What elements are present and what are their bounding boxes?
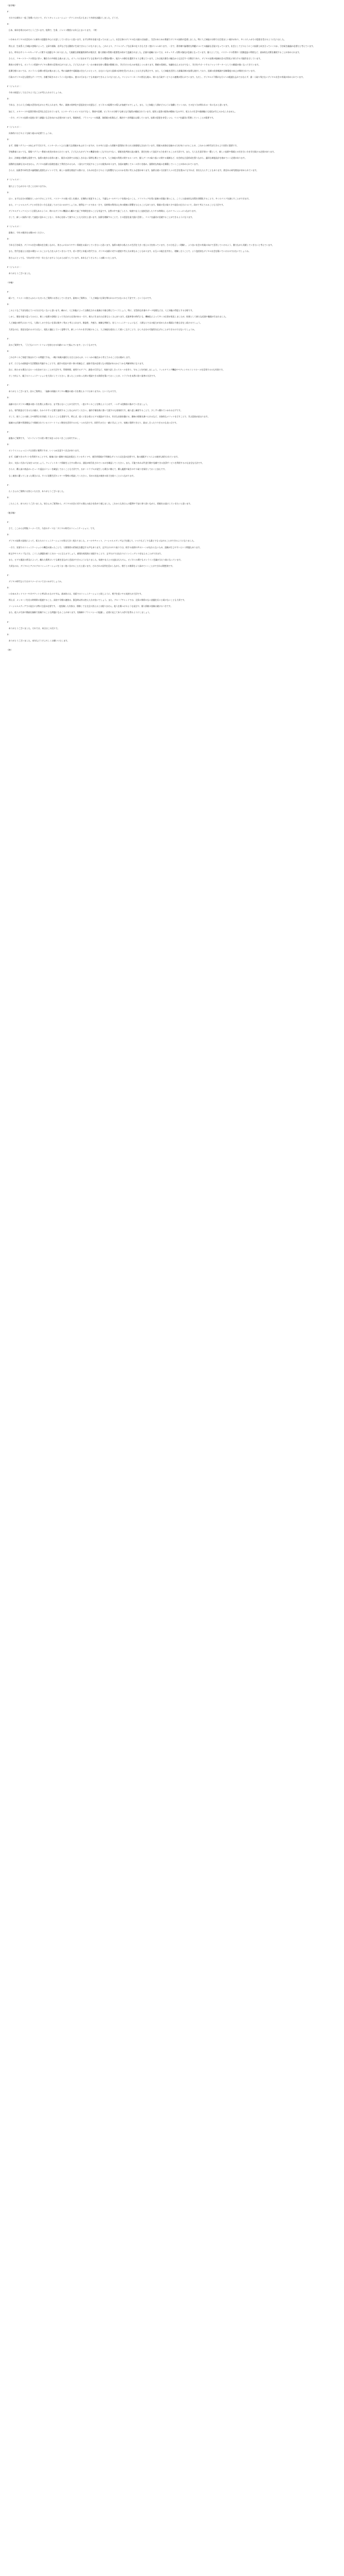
transcript-paragraph: 次に、持たせる場合にはルールを決めておくことが大切です。利用時間、使用するアプリ、課金の可否など、家族で話し合ってルールを作り、守ることを約束しましょう。フィルタリング機能やペアレンタルコントロールを活用するのも有効です。 <box>7 368 225 371</box>
transcript-paragraph: まず、信頼できるサイトを利用することです。極端に安い価格で商品を販売しているサイトや、運営者情報が不明確なサイトには注意が必要です。偽の通販サイトによる被害も報告されています。 <box>7 455 180 459</box>
transcript-paragraph: まず、子どもの成熟度や生活環境を考慮することです。通学の状況や習い事の有無など、連絡手段が必要となる場面があるかどうかも判断材料になります。 <box>7 362 145 365</box>
speaker-label: Ｄ： <box>7 303 11 306</box>
transcript-paragraph: 大切なのは、デジタルとアナログのコミュニケーションをうまく使い分けることだと思います。それぞれの長所を活かしながら、相手との関係をより深めていくことができれば理想的です。 <box>7 564 175 567</box>
transcript-paragraph: デジタル技術の発展によって、私たちのコミュニケーションの形は大きく変わりました。メールやチャット、ソーシャルメディアなどを通じて、いつでもどこでも誰とでもつながることができるようになりました。 <box>7 539 196 543</box>
transcript-paragraph: 教育の分野でも、オンライン授業やデジタル教材の活用が広がりました。子どもたちが一人一台の端末を持つ環境が整備され、学び方そのものが変化しつつあります。教師の役割も、知識を伝えるだけでなく、学びをサポートするファシリテーターとしての側面が強くなってきています。 <box>7 63 261 66</box>
speaker-label: （前半略） <box>7 4 16 7</box>
speaker-label: Ｐ（ジャスト）： <box>7 225 23 228</box>
transcript-paragraph: もし被害に遭ってしまった場合には、すぐに消費生活センターや警察に相談してください。早めの対応が被害の拡大を防ぐことにつながります。 <box>7 474 136 477</box>
speaker-label: Ｐ： <box>7 290 11 293</box>
speaker-label: Ｐ： <box>7 573 11 577</box>
transcript-paragraph: 日本、新年を明けおめでとうございます。恒例で、生命、ジャスト教授にお年玉とまいります。（笑） <box>7 29 98 32</box>
transcript-paragraph: 一方で、デジタル技術の発展に伴う課題にも目を向ける必要があります。情報格差、プライバシーの保護、偽情報の拡散など、解決すべき問題は山積しています。技術の恩恵を享受しつつ、リスクを適切に管理していくことが重要です。 <box>7 116 215 119</box>
transcript-paragraph: そして、新しい技術に対して過度に恐れることなく、好奇心を持って接することも大切だと思います。技術を理解することで、その恩恵を最大限に活用し、リスクを適切に回避することができるようになります。 <box>7 216 194 218</box>
transcript-paragraph: 次のご質問です。「子どもにスマートフォンを持たせる年齢について悩んでいます」というものです。 <box>7 343 98 346</box>
speaker-label: Ｄ： <box>7 191 11 194</box>
transcript-paragraph: 地域の公民館や図書館などで開催されているスマートフォン教室を活用するのも一つの方法です。同世代の方と一緒に学ぶことで、気軽に質問できたり、励まし合ったりできるのも良い点です。 <box>7 421 179 424</box>
transcript-paragraph: 例えば、生成系人工知能の登場によって、文章や画像、音声などを自動的に生成できるようになりました。これにより、クリエイティブな仕事の在り方も大きく変わりつつあります。一方で、著作権や倫理的な問題についての議論も活発になっています。社会としてどのようにこの技術と向き合っていくのか、引き続き議論が必要だと考えています。 <box>7 44 315 47</box>
speaker-label: Ｄ： <box>7 23 11 26</box>
transcript-paragraph: オンラインショッピングは非常に便利ですが、いくつか注意すべき点があります。 <box>7 449 81 452</box>
transcript-paragraph: また、専門用語はできるだけ避け、わかりやすい言葉で説明することを心がけてください。操作手順を紙に書いて渡すのも効果的です。繰り返し練習することで、少しずつ慣れていかれるはずです。 <box>7 409 182 412</box>
speaker-label: Ｄ： <box>7 533 11 536</box>
speaker-label: Ｐ： <box>7 337 11 340</box>
transcript-paragraph: たくさんのご質問にお答えいただき、ありがとうございました。 <box>7 489 65 493</box>
transcript-paragraph: また、他人の写真や動画を無断で投稿することも問題になることがあります。肖像権やプライバシーに配慮し、必要に応じて本人の許可を得るようにしましょう。 <box>7 611 151 614</box>
transcript-paragraph: そして何より、親子のコミュニケーションを大切にしてください。困ったことがあった時に相談できる関係を築いておくことが、トラブルを未然に防ぐ最善の方法です。 <box>7 375 157 378</box>
transcript-paragraph: さらに、技術者や研究者の倫理観も重要なポイントです。新しい技術を開発する際には、それが社会にどのような影響を与えるのかを常に考える必要があります。技術は使い方次第で人々の生活を豊かにもすれば、害をもたらすこともあります。責任ある研究開発が求められています。 <box>7 169 259 172</box>
transcript-paragraph: いわゆるデジタル社会をめぐる新年の話題を中心にお話ししていきたいと思います。まずは昨年を振り返ってみましょう。社会全体のデジタル化の流れは加速し、生活のあらゆる場面でデジタル技術が浸透しました。特に人工知能の分野では目覚ましい進歩があり、多くの人々がその恩恵を受けるようになりました。 <box>7 38 286 41</box>
transcript-paragraph: また、昨年はサイバーセキュリティに関する話題も多くありました。大規模な情報漏洩事件が相次ぎ、個人情報の管理の重要性が改めて認識されました。企業や組織においては、セキュリティ対策の強化が急務となっています。個人としても、パスワードの管理や二段階認証の利用など、基本的な対策を徹底することが求められます。 <box>7 50 301 54</box>
transcript-paragraph: そして、使うことの楽しさや便利さを実感してもらうことも重要です。例えば、遠くに住む孫とビデオ通話ができる、好きな音楽を聴ける、趣味の情報を調べられるなど、具体的なメリットを示すことで、学ぶ意欲が高まります。 <box>7 415 210 418</box>
speaker-label: Ｐ： <box>7 10 11 13</box>
transcript-paragraph: 学校教育においても、情報リテラシー教育の充実が求められています。子どもたちがデジタル機器を使いこなすだけでなく、情報を批判的に読み解き、責任を持って発信する力を育てることが大切です。また、大人も生涯学習の一環として、新しい技術や情報との付き合い方を学び続ける必要があります。 <box>7 150 276 154</box>
transcript-paragraph: また、ビデオ通話の普及によって、離れた場所にいても顔を見ながら会話ができるようになりました。家族や友人との交流はもちろん、ビジネスの場でもオンライン会議が当たり前になっています。 <box>7 558 183 561</box>
transcript-paragraph: 皆さんにとっても、今年が実り多き一年となりますよう心からお祈りしています。本年もどうぞよろしくお願いいたします。 <box>7 256 118 259</box>
transcript-paragraph: 絵文字やスタンプなどは、こうした課題を補う工夫の一つと言えるでしょう。感情を視覚的に表現することで、文字だけでは伝わりにくいニュアンスを伝えることができます。 <box>7 552 163 555</box>
transcript-paragraph: しかし、歴史を振り返ってみると、新しい技術の登場によって失われた仕事がある一方で、新たに生まれた仕事もたくさんあります。産業革命の時代にも、機械化によって多くの仕事が変化しましたが、結果として新たな産業や職業が生まれました。 <box>7 315 228 318</box>
transcript-paragraph: ソーシャルメディアでの発言には特に注意が必要です。一度投稿した内容は、削除しても完全に消えるとは限りません。他人を傷つけるような発言や、個人情報の投稿は避けるべきです。 <box>7 605 173 608</box>
speaker-label: Ｐ（ジャスト）： <box>7 85 23 88</box>
transcript-paragraph: 次に、支払い方法にも気をつけましょう。クレジットカード情報を入力する際には、通信が暗号化されているかを確認してください。また、可能であれば代金引換や信頼できる決済サービスを利用するのも安全な方法です。 <box>7 462 204 465</box>
transcript-paragraph: 加えて、メタバースや仮想空間の活用も注目されています。エンターテインメントだけでなく、教育や医療、ビジネスの分野でも新たな可能性が模索されています。現実と仮想の境界が曖昧になる中で、私たちの生活や価値観にも変化が生じるかもしれません。 <box>7 110 237 113</box>
speaker-label: Ｄ： <box>7 238 11 241</box>
speaker-label: （終） <box>7 648 13 651</box>
transcript-paragraph: 次に、法制度の整備も重要です。技術の進歩は非常に速く、既存の法律では対応しきれない事例も増えています。人工知能の利用に関するルールや、個人データの取り扱いに関する規制など、社会的な合意形成を図りながら、適切な制度設計を進めていく必要があります。 <box>7 157 247 160</box>
transcript-paragraph: さらに、購入前に商品のレビューや返品ポリシーを確認しておくことも大切です。万が一トラブルが発生した場合に備えて、購入履歴や取引のやり取りを保存しておくと安心です。 <box>7 468 167 471</box>
transcript-paragraph: さて、ここからは特集コーナーです。今回のテーマは「デジタル時代のコミュニケーション」です。 <box>7 527 96 530</box>
speaker-label: Ｐ： <box>7 620 11 623</box>
speaker-label: Ｄ： <box>7 396 11 399</box>
speaker-label: Ｐ： <box>7 384 11 387</box>
transcript-paragraph: 大切なのは、変化を恐れるのではなく、変化に適応していく姿勢です。新しいスキルを学び続けること、人工知能を道具として使いこなすことで、むしろ自分の可能性を広げることができるのではないでしょうか。 <box>7 328 196 331</box>
speaker-label: Ｄ： <box>7 349 11 352</box>
transcript-paragraph: 国際的な協調も欠かせません。デジタル技術は国境を越えて利用されるため、一国だけで対応することには限界があります。各国が連携してルール作りを進め、国際的な枠組みを構築していくことが求められています。 <box>7 163 200 166</box>
speaker-label: Ｐ（ジャスト）： <box>7 178 23 181</box>
transcript-paragraph: これは多くのご家庭で悩まれている問題ですね。一概に何歳が適切とは言えませんが、いくつかの観点から考えてみることをお勧めします。 <box>7 355 132 359</box>
transcript-paragraph: さらに、リモートワークの普及に伴い、働き方の多様化も進みました。オフィスに出社せずとも仕事ができる環境が整い、地方への移住を選択する人も増えています。これは地方創生の観点からも注目すべき動きであり、デジタル技術が地域社会の活性化に寄与する可能性を示しています。 <box>7 57 262 60</box>
transcript-paragraph: それでは新年に一度ご登場いただいて、ダイスキレミュエーション・テクニカル氏にもまして内容を話題にしました。どうぞ。 <box>7 16 120 20</box>
speaker-label: Ｐ： <box>7 483 11 486</box>
speaker-label: Ｄ： <box>7 138 11 141</box>
transcript-paragraph: 一方で、対面でのコミュニケーションの機会が減ったことで、人間関係の希薄化を懸念する声もあります。文字だけのやり取りでは、相手の表情や声のトーンが伝わらないため、誤解が生じやすいという問題もあります。 <box>7 546 202 549</box>
transcript-paragraph: デジタルデトックスという言葉もあるように、時にはデジタル機器から離れて過ごす時間を持つことも有益です。自然の中で過ごしたり、家族や友人と直接会話したりする時間は、心のリフレッシュにつながります。 <box>7 209 198 212</box>
transcript-paragraph: 今年は、さらに人工知能の活用が広がると考えられます。特に、業務の効率化や意思決定の支援など、ビジネスの現場での導入が加速するでしょう。また、人工知能と人間がどのように協働していくのか、その在り方が問われる一年になると思います。 <box>7 104 230 107</box>
transcript-paragraph: 今年の展望としてはどのようなことが考えられるでしょうか。 <box>7 91 64 94</box>
transcript-paragraph: 例えば、メッセージを送る時間帯に配慮すること。深夜や早朝の連絡は、緊急時以外は控えた方が良いでしょう。また、グループチャットでは、全員に関係のない話題を長々と続けないことも大切です。 <box>7 599 186 602</box>
transcript-paragraph: ありがとうございました。本年もどうぞよろしくお願いいたします。 <box>7 639 70 642</box>
speaker-label: Ｐ（ジャスト）： <box>7 265 23 268</box>
transcript-paragraph: 続いて、リスナーの皆さんからいただいたご質問にお答えしていきます。最初のご質問は、「人工知能に仕事を奪われるのではないかと不安です」というものです。 <box>7 297 153 300</box>
speaker-label: Ｄ： <box>7 443 11 446</box>
transcript-paragraph: 個人として心がけるべきことはありますか。 <box>7 184 48 188</box>
speaker-label: Ｄ： <box>7 586 11 589</box>
transcript-paragraph: 医療分野においては、オンライン診療の普及が進みました。特に高齢者や遠隔地に住む人々にとって、自宅にいながら医師の診察を受けられることは大きな利点です。また、人工知能を活用した画像診断の技術も進歩しており、医師の負担軽減や診断精度の向上が期待されています。 <box>7 69 257 72</box>
speaker-label: Ｄ： <box>7 633 11 636</box>
transcript-paragraph: 人工知能の時代においても、人間にしかできない仕事は数多く残ると考えられます。創造性、共感力、複雑な判断力、対人コミュニケーションなど、人間ならではの能力が求められる場面は今後も存在し続けるでしょう。 <box>7 321 202 325</box>
transcript-paragraph: ありがとうございました。それでは、本日はこの辺りで。 <box>7 626 60 630</box>
transcript-paragraph: こちらこそ、ありがとうございました。皆さんのご質問から、デジタル社会に対する関心の高さを改めて感じました。これからも皆さんの疑問や不安に寄り添いながら、情報をお届けしていきたいと思います。 <box>7 502 193 505</box>
speaker-label: （後半略） <box>7 512 16 515</box>
transcript-paragraph: 今年も引き続き、デジタル社会の動向を注視しながら、皆さんにわかりやすく情報をお届けしていきたいと思います。技術の進歩は私たちの生活を大きく変える力を持っています。その力を正しく理解し、より良い社会の実現に向けて活用していけるよう、微力ながら貢献していきたいと考えています。 <box>7 244 274 247</box>
speaker-label: Ｄ： <box>7 97 11 100</box>
transcript-paragraph: ありがとうございました。 <box>7 272 32 275</box>
transcript-paragraph: デジタル時代ならではのマナーについてはいかがでしょうか。 <box>7 580 63 583</box>
transcript-paragraph: 最後のご質問です。「オンラインでの買い物で気をつけるべきことは何ですか」。 <box>7 437 81 439</box>
transcript-paragraph: 行政のデジタル化も重要なテーマです。各種手続きのオンライン化が進み、窓口に行かなくても申請ができるようになりました。マイナンバーカードの普及も進み、様々な行政サービスとの連携が図られています。ただし、デジタルに不慣れな方々への配慮も忘れてはならず、誰一人取り残さないデジタル社会の実現が求められています。 <box>7 76 305 79</box>
transcript-paragraph: また、ソーシャルメディアとの付き合い方も見直してみてはいかがでしょうか。便利なツールである一方で、長時間の利用は心身の健康に影響を与えることもあります。情報の受け取り方や発信の仕方について、改めて考えてみることも大切です。 <box>7 203 225 206</box>
transcript-paragraph: まず、情報リテラシーの向上が不可欠です。インターネット上には膨大な情報があふれていますが、その中には誤った情報や意図的に作られた偽情報も含まれています。情報の真偽を見極める力を身につけることが、これからの時代を生きる上で非常に重要です。 <box>7 144 239 147</box>
speaker-label: Ｐ（ジャスト）： <box>7 125 23 128</box>
speaker-label: （中略） <box>7 281 15 284</box>
transcript-paragraph: ありがとうございます。次のご質問は、「高齢の両親にデジタル機器の使い方を教えるコツはありますか」というものです。 <box>7 390 118 393</box>
transcript-paragraph: はい、まずは自分の情報をしっかり守ることです。パスワードの使い回しを避け、定期的に変更すること。不審なメールやリンクを開かないこと。ソフトウェアを常に最新の状態に保つこと。こうした基本的な対策を習慣化することで、多くのリスクを減らすことができます。 <box>7 197 251 200</box>
transcript-paragraph: このようなご不安を抱えている方は少なくないと思います。確かに、人工知能によって自動化される業務は今後も増えていくでしょう。特に、定型的な作業やデータ処理などは、人工知能の得意とする分野です。 <box>7 309 194 312</box>
transcript-paragraph: また、世代を超えた対話の場をつくることにも力を入れていきたいです。若い世代と年配の世代では、デジタル技術に対する感覚や考え方が異なることもあります。お互いの視点を共有し、理解し合うことで、より包括的なデジタル社会を築いていけるのではないでしょうか。 <box>7 250 251 253</box>
speaker-label: Ｄ： <box>7 496 11 499</box>
speaker-label: Ｐ： <box>7 430 11 433</box>
transcript-paragraph: 高齢の方にデジタル機器の使い方を教える際には、まず焦らないことが大切です。一度に多くのことを教えようとせず、一つずつ段階的に進めていきましょう。 <box>7 402 149 405</box>
speaker-label: Ｐ： <box>7 521 11 524</box>
transcript-paragraph: いわゆるネットマナーやネチケットと呼ばれるものですね。基本的には、対面でのコミュニケーションと同じように、相手を思いやる気持ちが大切です。 <box>7 592 143 596</box>
transcript-paragraph: 最後に、今年の抱負をお聞かせください。 <box>7 231 46 234</box>
transcript-paragraph: 具体的にはどのような取り組みが必要でしょうか。 <box>7 131 54 134</box>
